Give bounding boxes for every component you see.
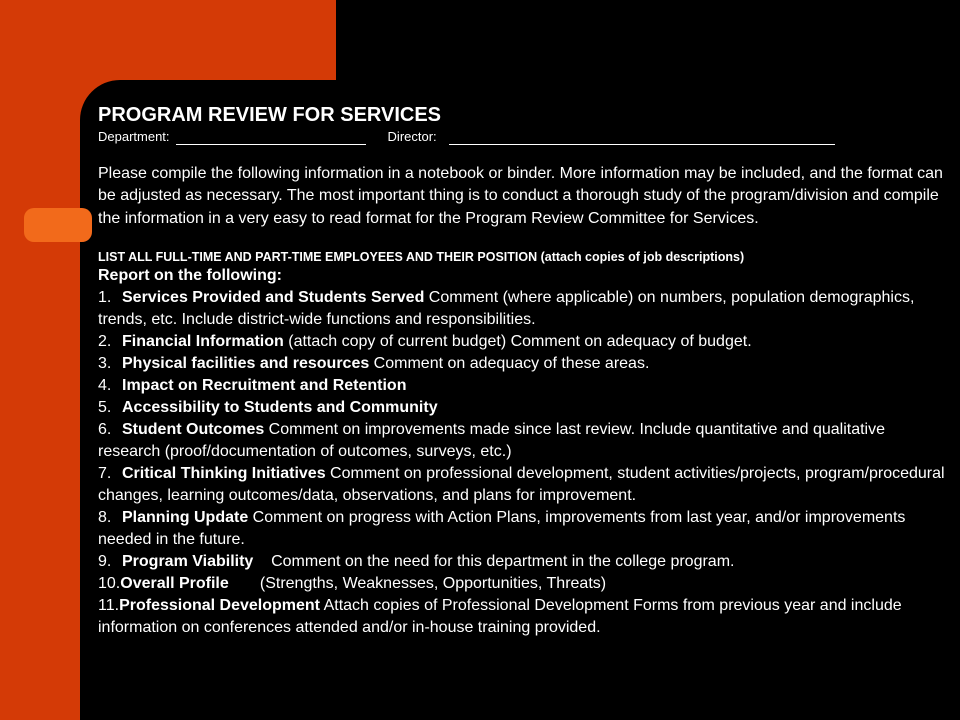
employees-heading: [98, 249, 948, 265]
employees-heading-bold: LIST ALL FULL-TIME AND PART-TIME EMPLOYEES AND THEIR POSITION: [98, 250, 538, 265]
list-item: 7. Critical Thinking Initiatives Comment on professional development, student activities/projects, program/procedural changes, learning outcomes/data, observations, and plans for improvement.: [98, 465, 945, 505]
report-items-list: [98, 287, 948, 639]
employees-heading-note: (attach copies of job descriptions): [540, 250, 745, 265]
intro-paragraph: Please compile the following information in a notebook or binder. More information may be included, and the format can be adjusted as necessary. The most important thing is to conduct a thorough study of the program/division and compile the information in a very easy to read format for the Program Review Committee for Services.: [98, 165, 943, 227]
list-item: 10.Overall Profile (Strengths, Weaknesses, Opportunities, Threats): [98, 575, 607, 593]
list-item: 2. Financial Information (attach copy of current budget) Comment on adequacy of budget.: [98, 333, 752, 351]
list-item: 3. Physical facilities and resources Comment on adequacy of these areas.: [98, 355, 650, 373]
list-item: 6. Student Outcomes Comment on improvements made since last review. Include quantitative and qualitative research (proof/documentation of outcomes, surveys, etc.): [98, 421, 885, 461]
department-blank-line: [176, 131, 366, 145]
list-item: 9. Program Viability Comment on the need for this department in the college program.: [98, 553, 735, 571]
list-item: 5. Accessibility to Students and Community: [98, 399, 438, 417]
department-director-row: [98, 129, 948, 145]
slide-content: [98, 103, 948, 639]
list-item: 4. Impact on Recruitment and Retention: [98, 377, 407, 395]
list-item: 8. Planning Update Comment on progress with Action Plans, improvements from last year, and/or improvements needed in the future.: [98, 509, 906, 549]
list-item: 1. Services Provided and Students Served Comment (where applicable) on numbers, population demographics, trends, etc. Include district-wide functions and responsibilities.: [98, 289, 915, 329]
page-title: PROGRAM REVIEW FOR SERVICES: [98, 104, 442, 126]
list-item: 11.Professional Development Attach copies of Professional Development Forms from previous year and include information on conferences attended and/or in-house training provided.: [98, 597, 902, 637]
director-label: Director:: [387, 129, 437, 144]
orange-decor-tab: [24, 208, 92, 242]
report-heading: Report on the following:: [98, 267, 282, 285]
department-label: Department:: [98, 129, 170, 144]
director-blank-line: [449, 131, 835, 145]
